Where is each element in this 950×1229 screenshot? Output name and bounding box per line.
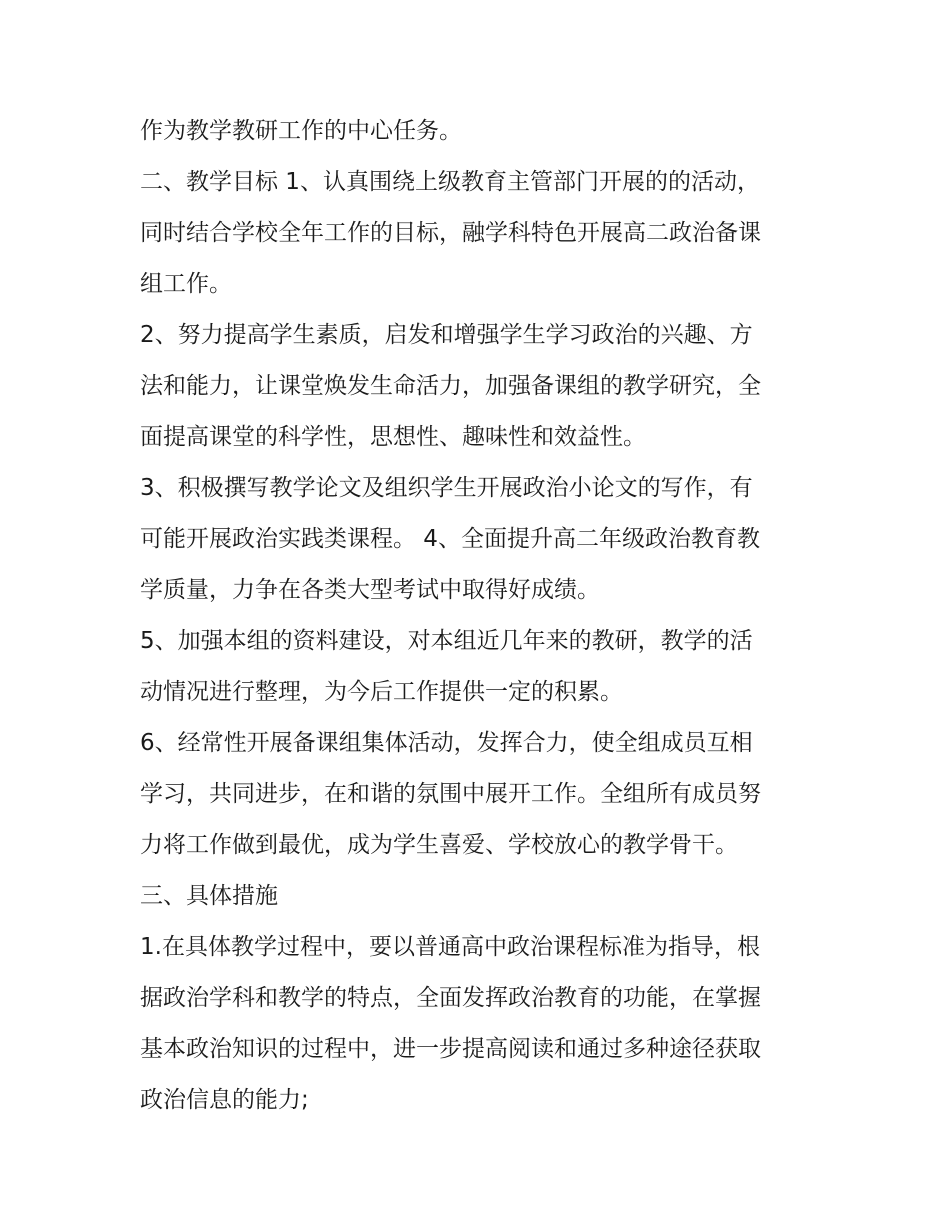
text-line: 可能开展政治实践类课程。 4、全面提升高二年级政治教育教 — [140, 526, 760, 552]
text-line: 面提高课堂的科学性，思想性、趣味性和效益性。 — [140, 424, 646, 450]
list-item-5: 5、加强本组的资料建设，对本组近几年来的教研，教学的活 — [140, 628, 753, 654]
section-heading-teaching-goals: 二、教学目标 1、认真围绕上级教育主管部门开展的的活动， — [140, 169, 760, 195]
section-heading-measures: 三、具体措施 — [140, 883, 278, 909]
text-line: 力将工作做到最优，成为学生喜爱、学校放心的教学骨干。 — [140, 832, 738, 858]
text-line: 学质量，力争在各类大型考试中取得好成绩。 — [140, 577, 600, 603]
text-line: 同时结合学校全年工作的目标，融学科特色开展高二政治备课 — [140, 220, 761, 246]
text-line: 据政治学科和教学的特点，全面发挥政治教育的功能，在掌握 — [140, 985, 761, 1011]
text-line: 动情况进行整理，为今后工作提供一定的积累。 — [140, 679, 623, 705]
list-item-2: 2、努力提高学生素质，启发和增强学生学习政治的兴趣、方 — [140, 322, 753, 348]
text-line: 作为教学教研工作的中心任务。 — [140, 118, 462, 144]
measure-item-1: 1.在具体教学过程中，要以普通高中政治课程标准为指导，根 — [140, 934, 760, 960]
list-item-3: 3、积极撰写教学论文及组织学生开展政治小论文的写作，有 — [140, 475, 753, 501]
text-line: 法和能力，让课堂焕发生命活力，加强备课组的教学研究，全 — [140, 373, 761, 399]
text-line: 组工作。 — [140, 271, 232, 297]
list-item-6: 6、经常性开展备课组集体活动，发挥合力，使全组成员互相 — [140, 730, 753, 756]
text-line: 基本政治知识的过程中，进一步提高阅读和通过多种途径获取 — [140, 1036, 761, 1062]
document-body — [140, 106, 820, 1126]
text-line: 学习，共同进步，在和谐的氛围中展开工作。全组所有成员努 — [140, 781, 761, 807]
text-line: 政治信息的能力; — [140, 1087, 309, 1113]
